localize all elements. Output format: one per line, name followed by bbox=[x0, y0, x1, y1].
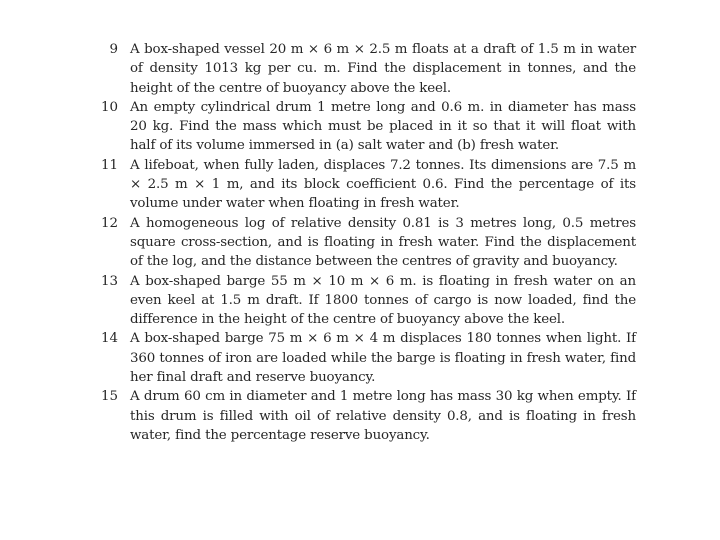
problem-number: 12 bbox=[100, 215, 118, 231]
problem-item bbox=[84, 329, 636, 387]
problem-list bbox=[84, 40, 636, 445]
problem-item bbox=[84, 214, 636, 272]
problem-item bbox=[84, 387, 636, 445]
problem-item bbox=[84, 98, 636, 156]
problem-number: 10 bbox=[100, 99, 118, 115]
problem-item bbox=[84, 156, 636, 214]
problem-item bbox=[84, 40, 636, 98]
problem-item bbox=[84, 272, 636, 330]
problem-number: 15 bbox=[100, 389, 118, 405]
problem-text: A box-shaped barge 75 m × 6 m × 4 m displaces 180 tonnes when light. If 360 tonnes of iron are loaded while the barge is floating in fresh water, find her final draft and reserve buoyancy. bbox=[130, 331, 636, 386]
problem-number: 14 bbox=[100, 331, 118, 347]
problem-text: A homogeneous log of relative density 0.81 is 3 metres long, 0.5 metres square cross-section, and is floating in fresh water. Find the displacement of the log, and the distance between the centres of gravity and buoyancy. bbox=[130, 215, 636, 270]
problem-text: A box-shaped vessel 20 m × 6 m × 2.5 m floats at a draft of 1.5 m in water of density 1013 kg per cu. m. Find the displacement in tonnes, and the height of the centre of buoyancy above the keel. bbox=[130, 42, 636, 96]
problem-number: 9 bbox=[109, 42, 118, 57]
problem-text: A box-shaped barge 55 m × 10 m × 6 m. is floating in fresh water on an even keel at 1.5 m draft. If 1800 tonnes of cargo is now loaded, find the difference in the height of the centre of buoyancy above the keel. bbox=[130, 273, 636, 328]
problem-number: 13 bbox=[100, 273, 118, 289]
problem-number: 11 bbox=[100, 157, 118, 173]
problem-text: A lifeboat, when fully laden, displaces 7.2 tonnes. Its dimensions are 7.5 m × 2.5 m × 1 m, and its block coefficient 0.6. Find the percentage of its volume under water when floating in fresh water. bbox=[130, 157, 636, 212]
problem-text: An empty cylindrical drum 1 metre long and 0.6 m. in diameter has mass 20 kg. Find the mass which must be placed in it so that it will float with half of its volume immersed in (a) salt water and (b) fresh water. bbox=[130, 99, 636, 154]
problem-text: A drum 60 cm in diameter and 1 metre long has mass 30 kg when empty. If this drum is filled with oil of relative density 0.8, and is floating in fresh water, find the percentage reserve buoyancy. bbox=[130, 389, 636, 443]
